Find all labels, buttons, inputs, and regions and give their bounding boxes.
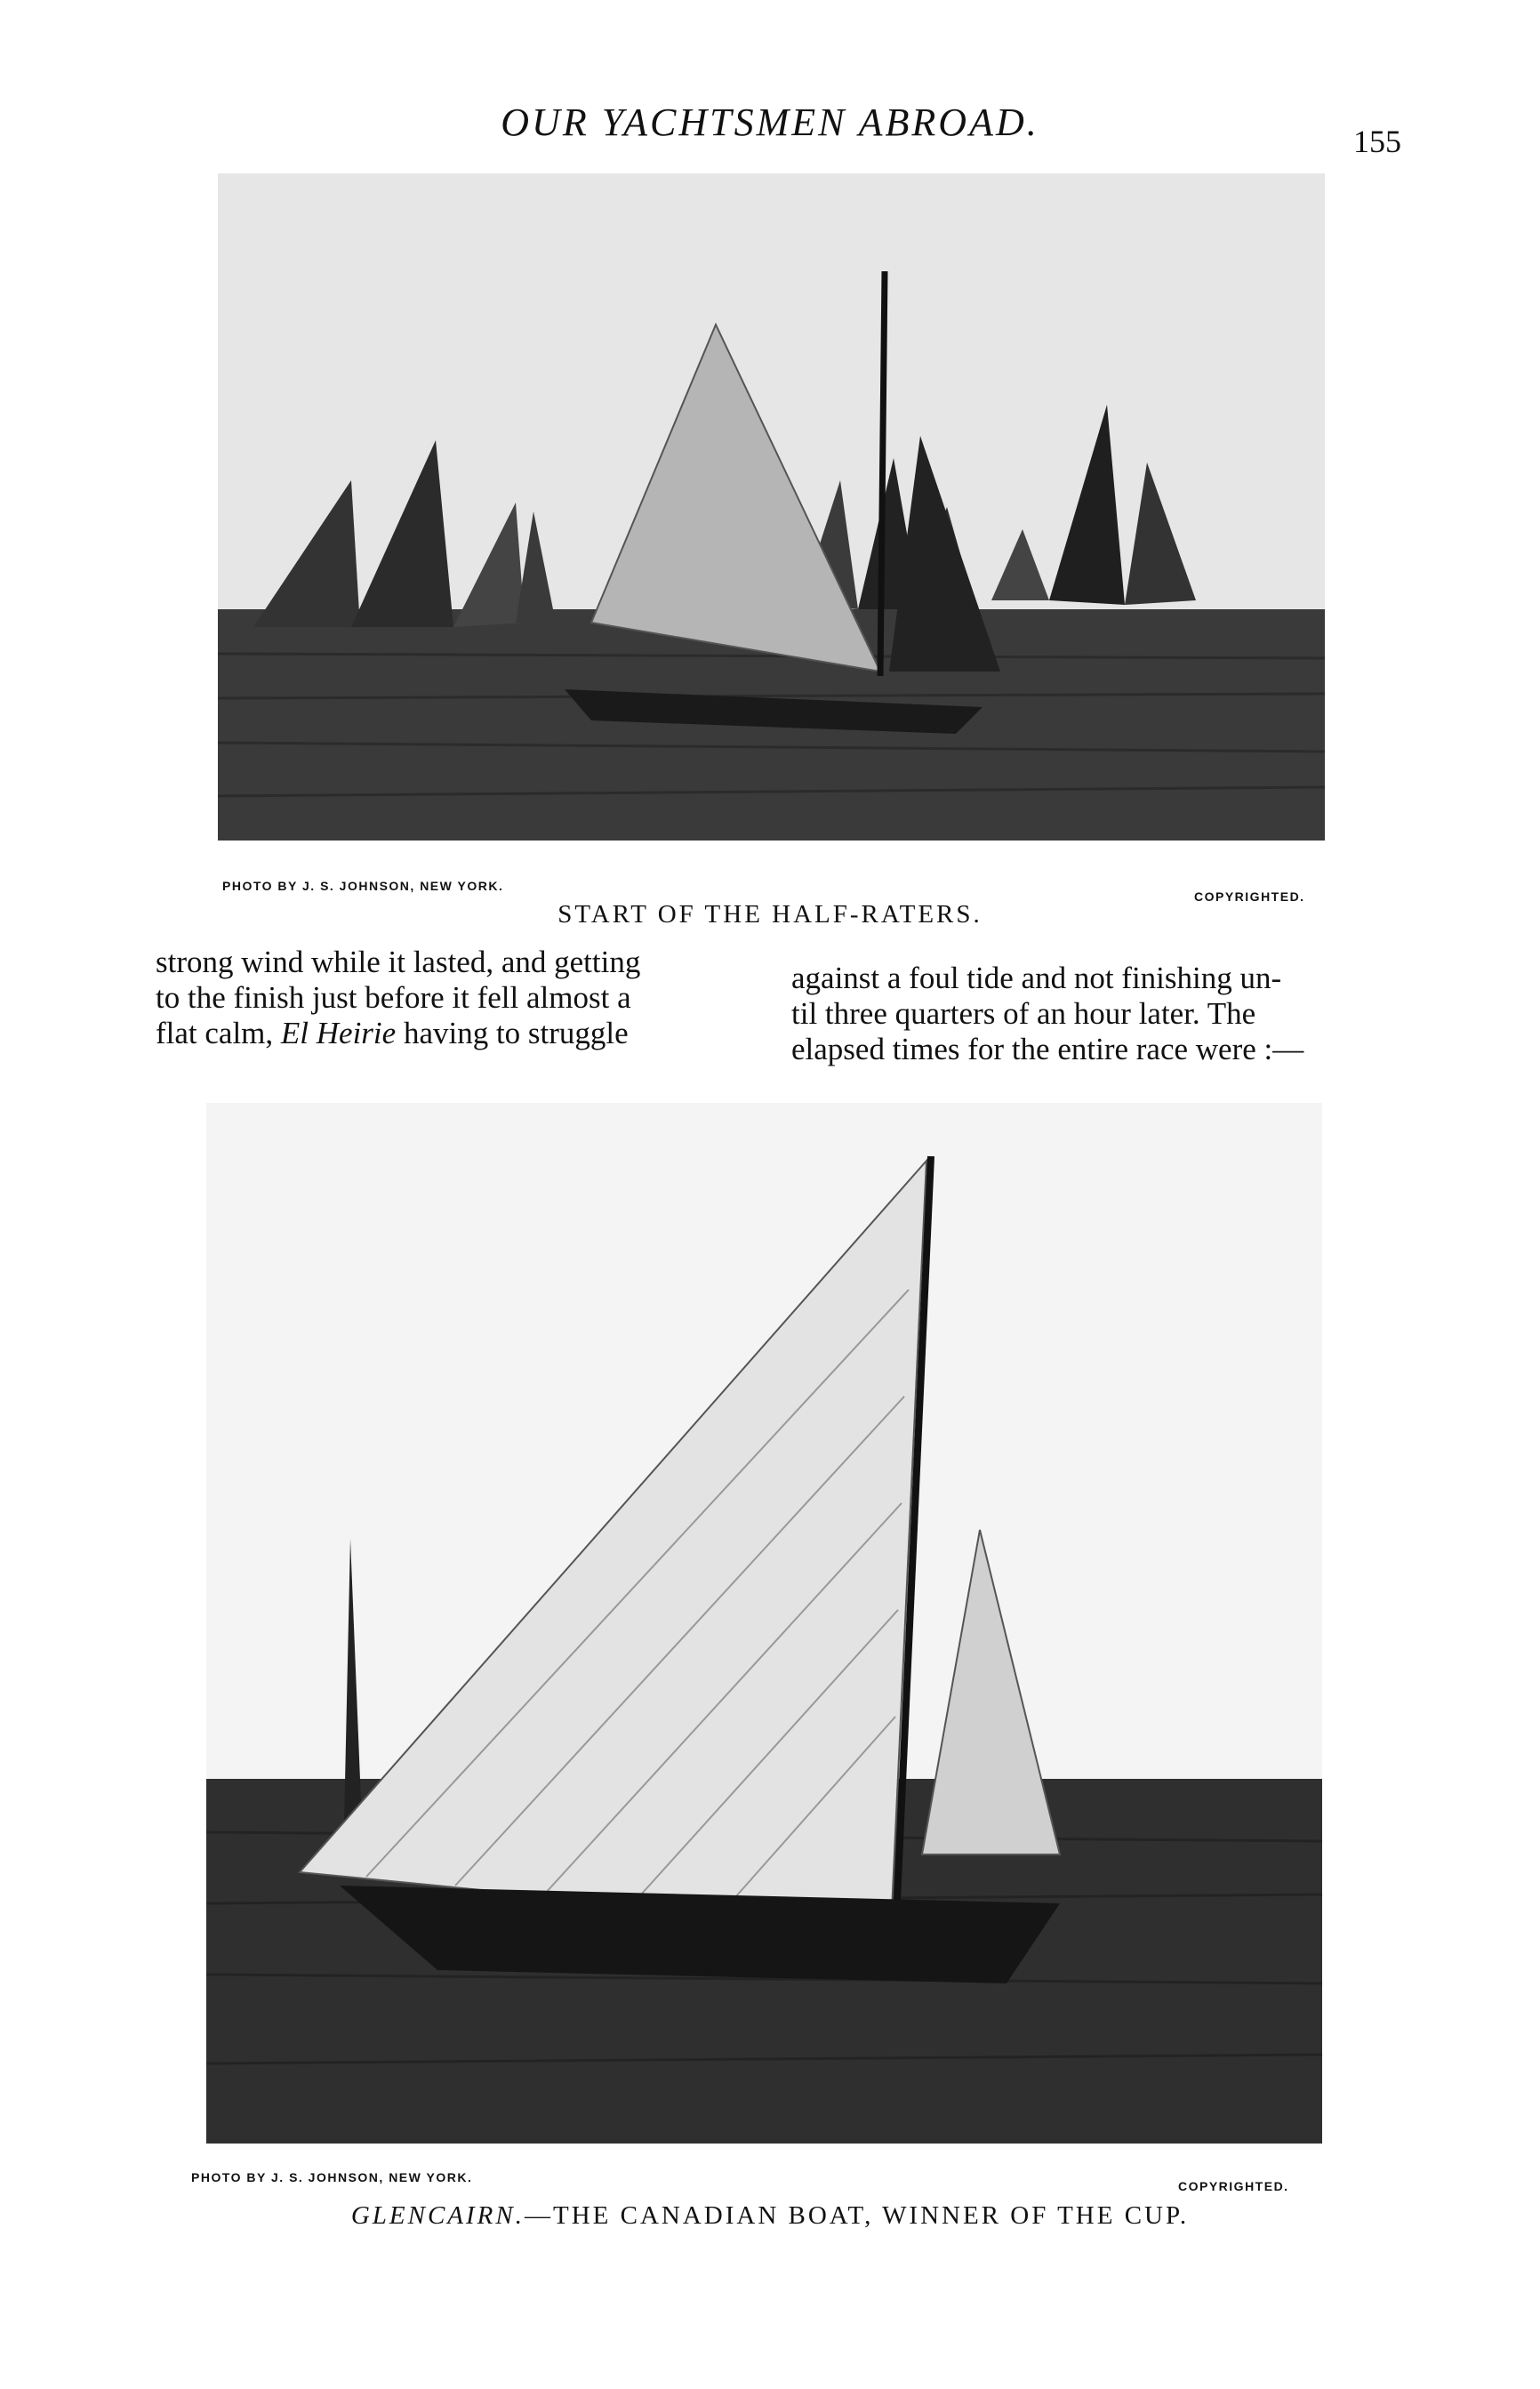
copyright-top: COPYRIGHTED. [1194,889,1305,904]
running-head: OUR YACHTSMEN ABROAD. [501,101,1039,144]
photo-glencairn [206,1103,1322,2144]
body-text-left-column [156,945,742,1051]
text-line: til three quarters of an hour later. The [791,996,1256,1031]
caption-bottom [0,2201,1540,2231]
text-line: elapsed times for the entire race were :— [791,1032,1304,1066]
text-line: having to struggle [396,1016,629,1050]
caption-text: —THE CANADIAN BOAT, WINNER OF THE CUP. [524,2201,1190,2230]
text-line: against a foul tide and not finishing un- [791,961,1282,995]
photo-half-raters [218,173,1325,841]
text-line: to the finish just before it fell almost a [156,980,631,1015]
text-line: flat calm, [156,1016,281,1050]
page-number: 155 [1353,124,1401,159]
photo-credit-bottom: PHOTO BY J. S. JOHNSON, NEW YORK. [191,2170,473,2184]
caption-top: START OF THE HALF-RATERS. [557,900,983,929]
text-line: strong wind while it lasted, and getting [156,945,641,979]
yacht-name: GLENCAIRN. [350,2201,525,2230]
yacht-name: El Heirie [280,1016,397,1050]
photo-credit-top: PHOTO BY J. S. JOHNSON, NEW YORK. [222,879,504,893]
body-text-right-column [791,961,1378,1067]
copyright-bottom: COPYRIGHTED. [1178,2179,1289,2193]
